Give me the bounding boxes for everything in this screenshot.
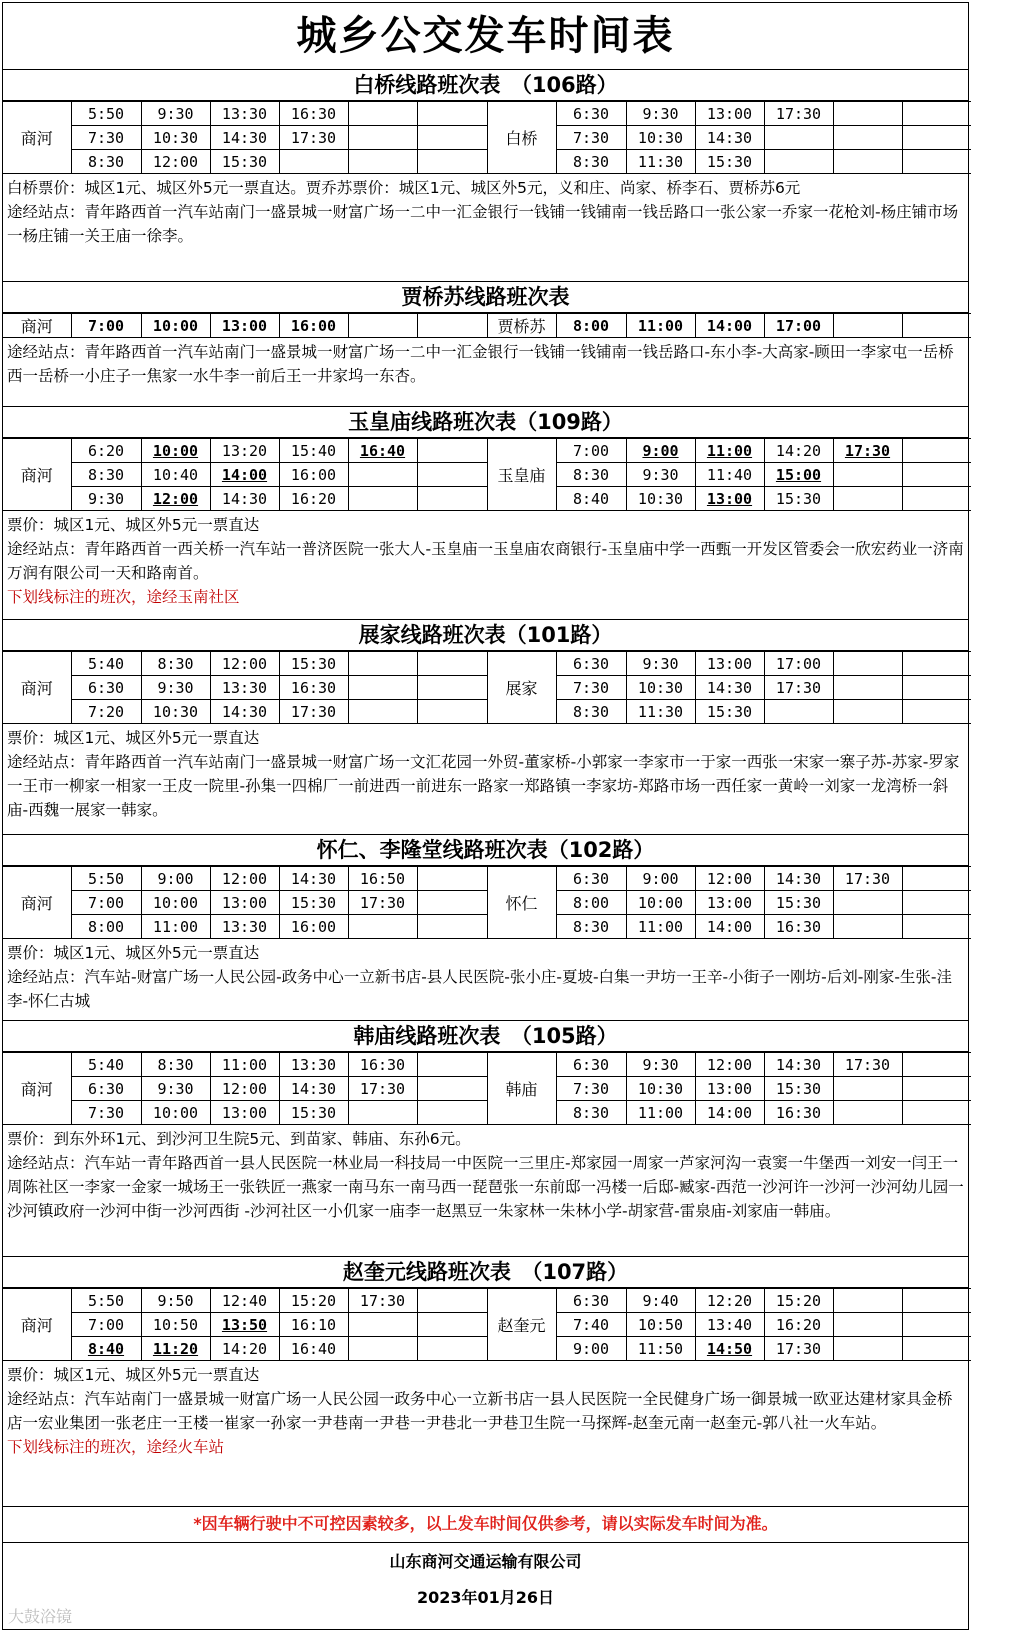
return-time: [833, 463, 902, 487]
departure-time: 15:30: [279, 652, 348, 676]
origin-station: 商河: [3, 314, 71, 338]
schedule-table: [3, 313, 971, 338]
departure-time: [348, 102, 417, 126]
route-section: [3, 281, 968, 407]
return-time: [902, 1313, 971, 1337]
return-time: 17:30: [764, 676, 833, 700]
departure-time: 7:20: [71, 700, 141, 724]
departure-time: 16:00: [279, 915, 348, 939]
departure-time: 12:00: [141, 150, 210, 174]
return-time: 6:30: [556, 102, 626, 126]
departure-time: 10:00: [141, 314, 210, 338]
return-time: 6:30: [556, 1289, 626, 1313]
return-time: 7:30: [556, 1077, 626, 1101]
return-time: 13:00: [695, 652, 764, 676]
return-time: [902, 1101, 971, 1125]
return-time: 9:30: [626, 102, 695, 126]
route-section: [3, 834, 968, 1021]
return-time: 13:00: [695, 891, 764, 915]
return-time: 17:30: [833, 867, 902, 891]
departure-time: 16:00: [279, 314, 348, 338]
departure-time: 16:50: [348, 867, 417, 891]
schedule-row: [3, 867, 971, 891]
note-line: 途经站点：青年路西首一西关桥一汽车站一普济医院一张大人-玉皇庙一玉皇庙农商银行-玉皇庙中学一西甄一开发区管委会一欣宏药业一济南万润有限公司一天和路南首。: [7, 540, 964, 582]
route-notes: [3, 174, 968, 250]
return-time: [902, 867, 971, 891]
disclaimer: *因车辆行驶中不可控因素较多，以上发车时间仅供参考，请以实际发车时间为准。: [3, 1506, 968, 1543]
departure-time: 14:30: [279, 1077, 348, 1101]
route-notes: [3, 1361, 968, 1461]
departure-time: [417, 867, 487, 891]
return-time: 9:30: [626, 463, 695, 487]
route-notes: [3, 338, 968, 390]
return-time: [833, 1313, 902, 1337]
departure-time: 5:40: [71, 1053, 141, 1077]
return-time: 7:30: [556, 676, 626, 700]
return-time: 14:30: [764, 1053, 833, 1077]
return-time: [902, 652, 971, 676]
return-time: 9:30: [626, 652, 695, 676]
departure-time: 17:30: [348, 891, 417, 915]
departure-time: [348, 700, 417, 724]
origin-station: 商河: [3, 439, 71, 511]
route-notes: [3, 939, 968, 1015]
schedule-table: [3, 438, 971, 511]
return-time: 17:30: [833, 439, 902, 463]
terminal-station: 白桥: [487, 102, 556, 174]
return-time: [833, 150, 902, 174]
departure-time: [417, 1289, 487, 1313]
return-time: [902, 487, 971, 511]
departure-time: 5:50: [71, 867, 141, 891]
return-time: 14:00: [695, 915, 764, 939]
departure-time: 8:30: [141, 652, 210, 676]
schedule-table: [3, 1052, 971, 1125]
departure-time: [348, 676, 417, 700]
departure-time: 16:40: [279, 1337, 348, 1361]
return-time: 15:00: [764, 463, 833, 487]
return-time: 11:50: [626, 1337, 695, 1361]
departure-time: 6:30: [71, 1077, 141, 1101]
departure-time: 17:30: [279, 126, 348, 150]
return-time: 9:00: [626, 439, 695, 463]
departure-time: 9:30: [71, 487, 141, 511]
return-time: 14:00: [695, 314, 764, 338]
origin-station: 商河: [3, 102, 71, 174]
return-time: 11:30: [626, 150, 695, 174]
return-time: [764, 126, 833, 150]
departure-time: 9:50: [141, 1289, 210, 1313]
return-time: 10:30: [626, 676, 695, 700]
return-time: [833, 126, 902, 150]
departure-time: 16:20: [279, 487, 348, 511]
terminal-station: 赵奎元: [487, 1289, 556, 1361]
note-line: 途经站点：汽车站-财富广场一人民公园-政务中心一立新书店-县人民医院-张小庄-夏坡-白集一尹坊一王辛-小街子一刚坊-后刘-刚家-生张-洼李-怀仁古城: [7, 968, 953, 1010]
departure-time: 10:40: [141, 463, 210, 487]
departure-time: [348, 915, 417, 939]
return-time: 17:00: [764, 314, 833, 338]
return-time: [902, 1289, 971, 1313]
departure-time: [417, 1101, 487, 1125]
departure-time: 13:00: [210, 891, 279, 915]
return-time: [833, 891, 902, 915]
return-time: 6:30: [556, 652, 626, 676]
return-time: [902, 126, 971, 150]
return-time: 10:50: [626, 1313, 695, 1337]
departure-time: 10:50: [141, 1313, 210, 1337]
return-time: [902, 439, 971, 463]
departure-time: 10:00: [141, 439, 210, 463]
return-time: 7:40: [556, 1313, 626, 1337]
terminal-station: 展家: [487, 652, 556, 724]
note-line: 途经站点：青年路西首一汽车站南门一盛景城一财富广场一二中一汇金银行一钱铺一钱铺南一钱岳路口一张公家一乔家一花枪刘-杨庄铺市场一杨庄铺一关王庙一徐李。: [7, 203, 959, 245]
schedule-table: [3, 651, 971, 724]
schedule-row: [3, 102, 971, 126]
departure-time: 10:00: [141, 891, 210, 915]
return-time: 14:00: [695, 1101, 764, 1125]
return-time: 14:20: [764, 439, 833, 463]
departure-time: 9:30: [141, 676, 210, 700]
departure-time: 6:30: [71, 676, 141, 700]
departure-time: 13:30: [210, 102, 279, 126]
schedule-row: [3, 439, 971, 463]
return-time: 15:30: [764, 487, 833, 511]
departure-time: 11:20: [141, 1337, 210, 1361]
return-time: 11:00: [695, 439, 764, 463]
return-time: 11:40: [695, 463, 764, 487]
return-time: [833, 314, 902, 338]
departure-time: [348, 1101, 417, 1125]
return-time: [833, 1101, 902, 1125]
departure-time: [417, 1313, 487, 1337]
return-time: [833, 700, 902, 724]
route-notes: [3, 1125, 968, 1225]
route-title: 白桥线路班次表 （106路）: [3, 69, 968, 101]
return-time: 11:30: [626, 700, 695, 724]
return-time: 8:30: [556, 463, 626, 487]
route-title: 赵奎元线路班次表 （107路）: [3, 1256, 968, 1288]
departure-time: 10:00: [141, 1101, 210, 1125]
terminal-station: 怀仁: [487, 867, 556, 939]
departure-time: 14:30: [210, 487, 279, 511]
departure-time: 5:40: [71, 652, 141, 676]
departure-time: [417, 487, 487, 511]
departure-time: 16:30: [279, 676, 348, 700]
departure-time: 13:30: [279, 1053, 348, 1077]
origin-station: 商河: [3, 652, 71, 724]
departure-time: [417, 700, 487, 724]
departure-time: 12:00: [210, 1077, 279, 1101]
route-notes: [3, 511, 968, 611]
return-time: 17:30: [833, 1053, 902, 1077]
return-time: [764, 150, 833, 174]
departure-time: 10:30: [141, 700, 210, 724]
departure-time: 5:50: [71, 1289, 141, 1313]
departure-time: [417, 1077, 487, 1101]
departure-time: [417, 463, 487, 487]
note-line: 途经站点：汽车站南门一盛景城一财富广场一人民公园一政务中心一立新书店一县人民医院一全民健身广场一御景城一欧亚达建材家具金桥店一宏业集团一张老庄一王楼一崔家一孙家一尹巷南一尹巷一尹巷北一尹巷卫生院一马探辉-赵奎元南一赵奎元-郭八社一火车站。: [7, 1390, 953, 1432]
underline-note: 下划线标注的班次，途经玉南社区: [7, 588, 240, 606]
return-time: 6:30: [556, 1053, 626, 1077]
route-section: [3, 1256, 968, 1507]
departure-time: [417, 652, 487, 676]
departure-time: 14:30: [210, 126, 279, 150]
return-time: 16:20: [764, 1313, 833, 1337]
return-time: 13:00: [695, 487, 764, 511]
departure-time: [417, 126, 487, 150]
route-title: 展家线路班次表（101路）: [3, 619, 968, 651]
company-name: 山东商河交通运输有限公司: [389, 1552, 582, 1571]
page-title: 城乡公交发车时间表: [3, 3, 968, 70]
return-time: [833, 1077, 902, 1101]
departure-time: [417, 915, 487, 939]
departure-time: 7:30: [71, 1101, 141, 1125]
return-time: 15:20: [764, 1289, 833, 1313]
return-time: 17:30: [764, 102, 833, 126]
return-time: 9:00: [556, 1337, 626, 1361]
route-title: 韩庙线路班次表 （105路）: [3, 1020, 968, 1052]
return-time: [833, 676, 902, 700]
departure-time: [348, 126, 417, 150]
note-line: 票价：城区1元、城区外5元一票直达: [7, 944, 260, 962]
return-time: [764, 700, 833, 724]
departure-time: [417, 1337, 487, 1361]
schedule-table: [3, 866, 971, 939]
departure-time: 14:30: [279, 867, 348, 891]
departure-time: 9:00: [141, 867, 210, 891]
departure-time: [348, 150, 417, 174]
note-line: 途经站点：青年路西首一汽车站南门一盛景城一财富广场一文汇花园一外贸-董家桥-小郭家一李家市一于家一西张一宋家一寨子苏-苏家-罗家一王市一柳家一相家一王皮一院里-孙集一四棉厂一前进西一前进东一路家一郑路镇一李家坊-郑路市场一西任家一黄岭一刘家一龙湾桥一斜庙-西魏一展家一韩家。: [7, 753, 960, 819]
departure-time: 16:30: [348, 1053, 417, 1077]
departure-time: 13:50: [210, 1313, 279, 1337]
return-time: [902, 891, 971, 915]
departure-time: 5:50: [71, 102, 141, 126]
return-time: 8:40: [556, 487, 626, 511]
return-time: 13:40: [695, 1313, 764, 1337]
route-section: [3, 619, 968, 835]
return-time: 9:00: [626, 867, 695, 891]
return-time: 15:30: [764, 1077, 833, 1101]
departure-time: 14:00: [210, 463, 279, 487]
departure-time: 17:30: [348, 1077, 417, 1101]
departure-time: 12:40: [210, 1289, 279, 1313]
return-time: 14:50: [695, 1337, 764, 1361]
return-time: [833, 652, 902, 676]
origin-station: 商河: [3, 1053, 71, 1125]
departure-time: 15:30: [279, 1101, 348, 1125]
note-line: 途经站点：青年路西首一汽车站南门一盛景城一财富广场一二中一汇金银行一钱铺一钱铺南一钱岳路口-东小李-大高家-顾田一李家屯一岳桥西一岳桥一小庄子一焦家一水牛李一前后王一井家坞一东杏。: [7, 343, 954, 385]
return-time: 12:00: [695, 867, 764, 891]
note-line: 票价：到东外环1元、到沙河卫生院5元、到苗家、韩庙、东孙6元。: [7, 1130, 471, 1148]
return-time: 10:30: [626, 1077, 695, 1101]
return-time: 16:30: [764, 915, 833, 939]
return-time: 15:30: [764, 891, 833, 915]
departure-time: 9:30: [141, 102, 210, 126]
departure-time: 16:10: [279, 1313, 348, 1337]
return-time: 6:30: [556, 867, 626, 891]
schedule-row: [3, 1289, 971, 1313]
return-time: 12:20: [695, 1289, 764, 1313]
departure-time: 12:00: [210, 867, 279, 891]
timetable-frame: [2, 2, 969, 1630]
return-time: 14:30: [695, 126, 764, 150]
note-line: 票价：城区1元、城区外5元一票直达: [7, 516, 260, 534]
terminal-station: 玉皇庙: [487, 439, 556, 511]
return-time: 8:30: [556, 915, 626, 939]
return-time: [902, 700, 971, 724]
return-time: 9:40: [626, 1289, 695, 1313]
departure-time: [417, 439, 487, 463]
departure-time: [348, 1313, 417, 1337]
departure-time: 13:30: [210, 915, 279, 939]
departure-time: 14:30: [210, 700, 279, 724]
terminal-station: 贾桥苏: [487, 314, 556, 338]
return-time: 11:00: [626, 1101, 695, 1125]
departure-time: 15:20: [279, 1289, 348, 1313]
return-time: 17:00: [764, 652, 833, 676]
departure-time: 16:40: [348, 439, 417, 463]
return-time: 13:00: [695, 1077, 764, 1101]
return-time: 11:00: [626, 915, 695, 939]
underline-note: 下划线标注的班次，途经火车站: [7, 1438, 225, 1456]
departure-time: 8:00: [71, 915, 141, 939]
return-time: 16:30: [764, 1101, 833, 1125]
departure-time: 17:30: [348, 1289, 417, 1313]
departure-time: [417, 314, 487, 338]
schedule-row: [3, 1053, 971, 1077]
departure-time: 8:30: [141, 1053, 210, 1077]
departure-time: 7:00: [71, 314, 141, 338]
return-time: [902, 150, 971, 174]
return-time: 11:00: [626, 314, 695, 338]
departure-time: 16:00: [279, 463, 348, 487]
return-time: 7:30: [556, 126, 626, 150]
departure-time: 11:00: [141, 915, 210, 939]
return-time: [833, 1337, 902, 1361]
note-line: 途经站点：汽车站一青年路西首一县人民医院一林业局一科技局一中医院一三里庄-郑家园一周家一芦家河沟一袁窦一牛堡西一刘安一闫王一周陈社区一李家一金家一城场王一张铁匠一燕家一南马东一南马西一琵琶张一东前邸一冯楼一后邸-臧家-西范一沙河许一沙河一沙河幼儿园一沙河镇政府一沙河中街一沙河西街 -沙河社区一小仉家一庙李一赵黑豆一朱家林一朱林小学-胡家营-雷泉庙-刘家庙一韩庙。: [7, 1154, 964, 1220]
return-time: 17:30: [764, 1337, 833, 1361]
return-time: 14:30: [695, 676, 764, 700]
schedule-table: [3, 1288, 971, 1361]
route-section: [3, 406, 968, 620]
departure-time: 6:20: [71, 439, 141, 463]
departure-time: [417, 676, 487, 700]
origin-station: 商河: [3, 1289, 71, 1361]
return-time: 10:00: [626, 891, 695, 915]
return-time: [902, 1077, 971, 1101]
departure-time: 17:30: [279, 700, 348, 724]
route-title: 贾桥苏线路班次表: [3, 281, 968, 313]
departure-time: 15:30: [210, 150, 279, 174]
return-time: [833, 487, 902, 511]
return-time: [833, 102, 902, 126]
route-title: 怀仁、李隆堂线路班次表（102路）: [3, 834, 968, 866]
route-notes: [3, 724, 968, 824]
return-time: 15:30: [695, 700, 764, 724]
departure-time: 15:40: [279, 439, 348, 463]
return-time: [902, 1337, 971, 1361]
return-time: [902, 463, 971, 487]
return-time: 8:30: [556, 150, 626, 174]
note-line: 票价：城区1元、城区外5元一票直达: [7, 729, 260, 747]
return-time: 8:00: [556, 891, 626, 915]
return-time: 8:30: [556, 1101, 626, 1125]
departure-time: [348, 463, 417, 487]
departure-time: 7:30: [71, 126, 141, 150]
route-title: 玉皇庙线路班次表（109路）: [3, 406, 968, 438]
departure-time: [348, 314, 417, 338]
return-time: [902, 676, 971, 700]
departure-time: [417, 102, 487, 126]
departure-time: 13:00: [210, 314, 279, 338]
return-time: 10:30: [626, 487, 695, 511]
departure-time: 8:30: [71, 150, 141, 174]
return-time: [902, 1053, 971, 1077]
watermark: 大鼓浴镜: [8, 1607, 73, 1626]
departure-time: 10:30: [141, 126, 210, 150]
schedule-row: [3, 314, 971, 338]
departure-time: 15:30: [279, 891, 348, 915]
departure-time: 13:30: [210, 676, 279, 700]
departure-time: [417, 150, 487, 174]
departure-time: 14:20: [210, 1337, 279, 1361]
departure-time: 7:00: [71, 891, 141, 915]
return-time: 7:00: [556, 439, 626, 463]
departure-time: 8:30: [71, 463, 141, 487]
note-line: 白桥票价：城区1元、城区外5元一票直达。贾乔苏票价：城区1元、城区外5元，义和庄、尚家、桥李石、贾桥苏6元: [7, 179, 801, 197]
return-time: 13:00: [695, 102, 764, 126]
return-time: [833, 1289, 902, 1313]
departure-time: 9:30: [141, 1077, 210, 1101]
origin-station: 商河: [3, 867, 71, 939]
return-time: [902, 102, 971, 126]
departure-time: [417, 891, 487, 915]
return-time: 12:00: [695, 1053, 764, 1077]
departure-time: 8:40: [71, 1337, 141, 1361]
issue-date: 2023年01月26日: [416, 1588, 555, 1607]
return-time: [833, 915, 902, 939]
route-section: [3, 69, 968, 282]
departure-time: 7:00: [71, 1313, 141, 1337]
schedule-row: [3, 652, 971, 676]
departure-time: [417, 1053, 487, 1077]
departure-time: 13:20: [210, 439, 279, 463]
note-line: 票价：城区1元、城区外5元一票直达: [7, 1366, 260, 1384]
return-time: 14:30: [764, 867, 833, 891]
route-section: [3, 1020, 968, 1257]
departure-time: 16:30: [279, 102, 348, 126]
departure-time: 12:00: [210, 652, 279, 676]
return-time: 9:30: [626, 1053, 695, 1077]
departure-time: 12:00: [141, 487, 210, 511]
return-time: 15:30: [695, 150, 764, 174]
departure-time: 11:00: [210, 1053, 279, 1077]
departure-time: [348, 487, 417, 511]
schedule-table: [3, 101, 971, 174]
departure-time: 13:00: [210, 1101, 279, 1125]
departure-time: [348, 652, 417, 676]
return-time: 10:30: [626, 126, 695, 150]
return-time: [902, 915, 971, 939]
departure-time: [279, 150, 348, 174]
return-time: 8:00: [556, 314, 626, 338]
return-time: [902, 314, 971, 338]
terminal-station: 韩庙: [487, 1053, 556, 1125]
departure-time: [348, 1337, 417, 1361]
return-time: 8:30: [556, 700, 626, 724]
